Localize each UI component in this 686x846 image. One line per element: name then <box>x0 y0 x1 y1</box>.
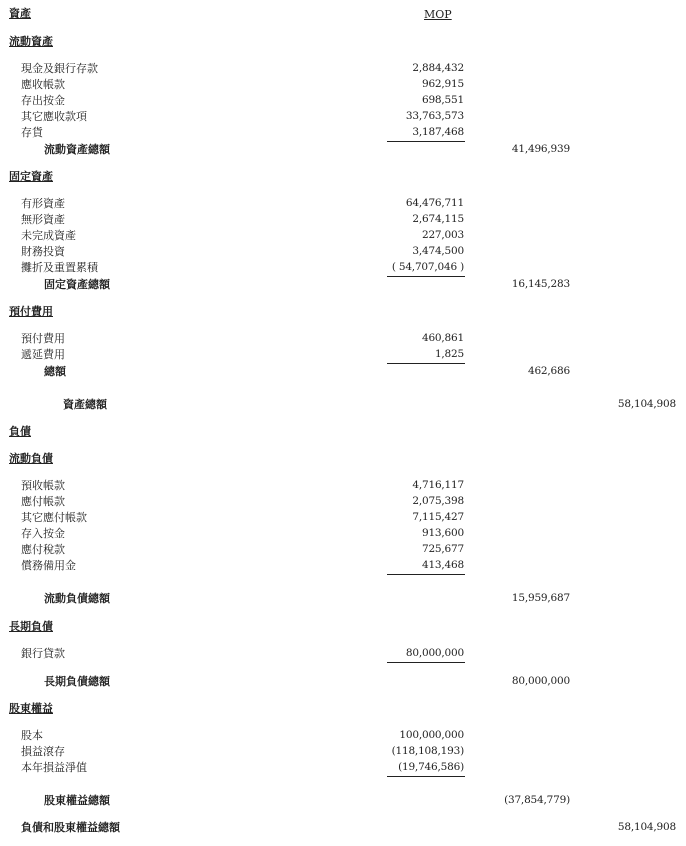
line-item-value: 413,468 <box>421 559 464 571</box>
line-item-value: 3,187,468 <box>412 126 464 138</box>
line-item-value: 33,763,573 <box>405 110 464 122</box>
line-item-label: 銀行貸款 <box>21 647 65 660</box>
subtotal-value: 462,686 <box>527 365 570 377</box>
line-item-value: 227,003 <box>421 229 464 241</box>
line-item-label: 現金及銀行存款 <box>21 62 98 75</box>
subtotal-rule <box>387 574 465 575</box>
subtotal-value: 16,145,283 <box>511 278 570 290</box>
subtotal-label: 固定資產總額 <box>44 278 110 291</box>
line-item-label: 有形資產 <box>21 197 65 210</box>
line-item-label: 應付稅款 <box>21 543 65 556</box>
line-item-value: 4,716,117 <box>412 479 464 491</box>
subtotal-rule <box>387 141 465 142</box>
line-item-value: 1,825 <box>434 348 464 360</box>
grand-total-value: 58,104,908 <box>617 821 676 833</box>
line-item-value: 2,884,432 <box>412 62 464 74</box>
grand-total-label: 負債和股東權益總額 <box>21 821 120 834</box>
subtotal-rule <box>387 363 465 364</box>
line-item-value: 80,000,000 <box>405 647 464 659</box>
line-item-label: 未完成資產 <box>21 229 76 242</box>
line-item-value: (118,108,193) <box>391 745 464 757</box>
line-item-label: 遞延費用 <box>21 348 65 361</box>
line-item-label: 損益滾存 <box>21 745 65 758</box>
line-item-value: 698,551 <box>421 94 464 106</box>
grand-total-label: 資產總額 <box>63 398 107 411</box>
section-heading-current-assets: 流動資產 <box>9 35 53 48</box>
section-heading-fixed-assets: 固定資產 <box>9 170 53 183</box>
line-item-label: 其它應收款項 <box>21 110 87 123</box>
line-item-label: 其它應付帳款 <box>21 511 87 524</box>
line-item-label: 應收帳款 <box>21 78 65 91</box>
grand-total-value: 58,104,908 <box>617 398 676 410</box>
line-item-label: 預收帳款 <box>21 479 65 492</box>
subtotal-label: 流動負債總額 <box>44 592 110 605</box>
section-heading-liabilities: 負債 <box>9 425 31 438</box>
line-item-value: (19,746,586) <box>398 761 464 773</box>
line-item-label: 無形資產 <box>21 213 65 226</box>
line-item-value: 3,474,500 <box>412 245 464 257</box>
section-heading-current-liabilities: 流動負債 <box>9 452 53 465</box>
line-item-label: 存入按金 <box>21 527 65 540</box>
line-item-value: 2,674,115 <box>412 213 464 225</box>
subtotal-value: (37,854,779) <box>504 794 570 806</box>
line-item-label: 股本 <box>21 729 43 742</box>
line-item-value: 64,476,711 <box>405 197 464 209</box>
subtotal-value: 15,959,687 <box>511 592 570 604</box>
line-item-value: 725,677 <box>421 543 464 555</box>
subtotal-label: 流動資產總額 <box>44 143 110 156</box>
subtotal-label: 長期負債總額 <box>44 675 110 688</box>
line-item-value: 100,000,000 <box>399 729 464 741</box>
line-item-label: 應付帳款 <box>21 495 65 508</box>
line-item-value: 913,600 <box>421 527 464 539</box>
line-item-value: 460,861 <box>421 332 464 344</box>
section-heading-equity: 股東權益 <box>9 702 53 715</box>
line-item-label: 存出按金 <box>21 94 65 107</box>
subtotal-rule <box>387 276 465 277</box>
line-item-value: 7,115,427 <box>412 511 464 523</box>
page-title: 資產 <box>9 7 31 20</box>
line-item-label: 攤折及重置累積 <box>21 261 98 274</box>
line-item-value: 962,915 <box>421 78 464 90</box>
line-item-value: ( 54,707,046 ) <box>391 261 464 273</box>
subtotal-value: 80,000,000 <box>511 675 570 687</box>
line-item-label: 本年損益淨值 <box>21 761 87 774</box>
subtotal-label: 總額 <box>44 365 66 378</box>
line-item-label: 預付費用 <box>21 332 65 345</box>
line-item-label: 存貨 <box>21 126 43 139</box>
currency-header: MOP <box>424 8 452 21</box>
subtotal-rule <box>387 662 465 663</box>
subtotal-rule <box>387 776 465 777</box>
line-item-value: 2,075,398 <box>412 495 464 507</box>
line-item-label: 財務投資 <box>21 245 65 258</box>
section-heading-prepaid: 預付費用 <box>9 305 53 318</box>
subtotal-value: 41,496,939 <box>511 143 570 155</box>
subtotal-label: 股東權益總額 <box>44 794 110 807</box>
line-item-label: 償務備用金 <box>21 559 76 572</box>
section-heading-long-term-liabilities: 長期負債 <box>9 620 53 633</box>
